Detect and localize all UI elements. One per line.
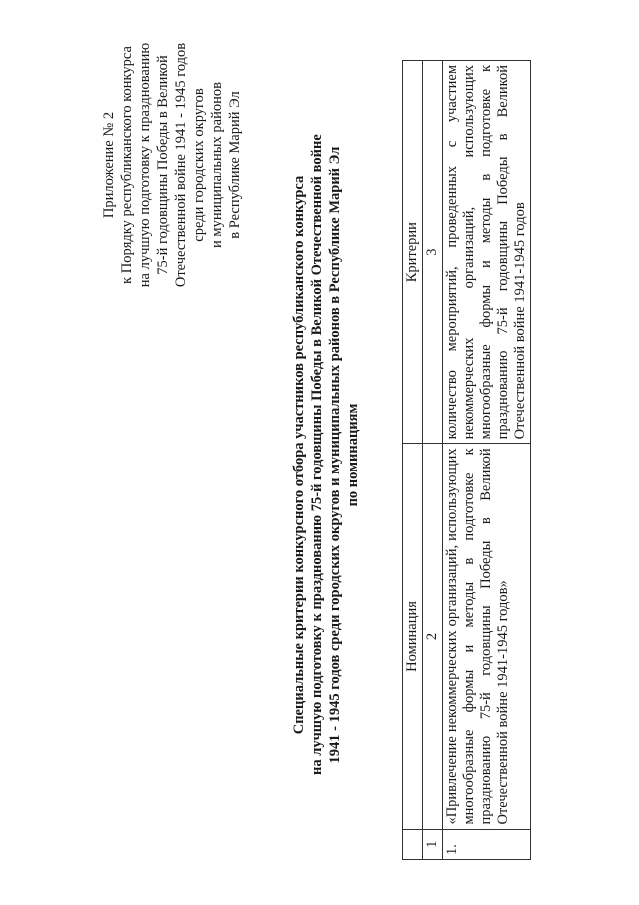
criteria-cell: количество мероприятий, проведенных с участием некоммерческих организаций, использующих многообразные формы и методы в подготовке к празднованию 75-й годовщины Победы в Великой Отечественной войне 1941-1945 годов [443,61,531,444]
nomination-cell: «Привлечение некоммерческих организаций, использующих многообразные формы и методы в подготовке к празднованию 75-й годовщины Победы в Великой Отечественной войне 1941-1945 годов» [443,444,531,829]
column-number: 1 [423,829,443,859]
appendix-line: к Порядку республиканского конкурса [119,46,135,284]
column-number: 2 [423,444,443,829]
appendix-line: Отечественной войне 1941 - 1945 годов [173,42,189,288]
appendix-block [100,25,244,305]
header-number [403,829,423,859]
table-column-numbers-row [423,61,443,860]
appendix-line: среди городских округов [191,88,207,242]
appendix-line: 75-й годовщины Победы в Великой [155,55,171,275]
title-line: Специальные критерии конкурсного отбора участников республиканского конкурса [291,175,307,735]
header-criteria: Критерии [403,61,423,444]
appendix-line: и муниципальных районов [209,82,225,248]
row-number: 1. [443,829,531,859]
column-number: 3 [423,61,443,444]
appendix-line: в Республике Марий Эл [227,91,243,239]
title-line: 1941 - 1945 годов среди городских округов и муниципальных районов в Республике Марий Эл [327,146,343,764]
document-title [290,135,362,775]
table-header-row [403,61,423,860]
table-row [443,61,531,860]
header-nomination: Номинация [403,444,423,829]
appendix-line: на лучшую подготовку к празднованию [137,42,153,288]
title-line: по номинациям [345,403,361,507]
title-line: на лучшую подготовку к празднованию 75-й годовщины Победы в Великой Отечественной войне [309,134,325,775]
appendix-line: Приложение № 2 [101,111,117,219]
criteria-table [402,60,531,860]
